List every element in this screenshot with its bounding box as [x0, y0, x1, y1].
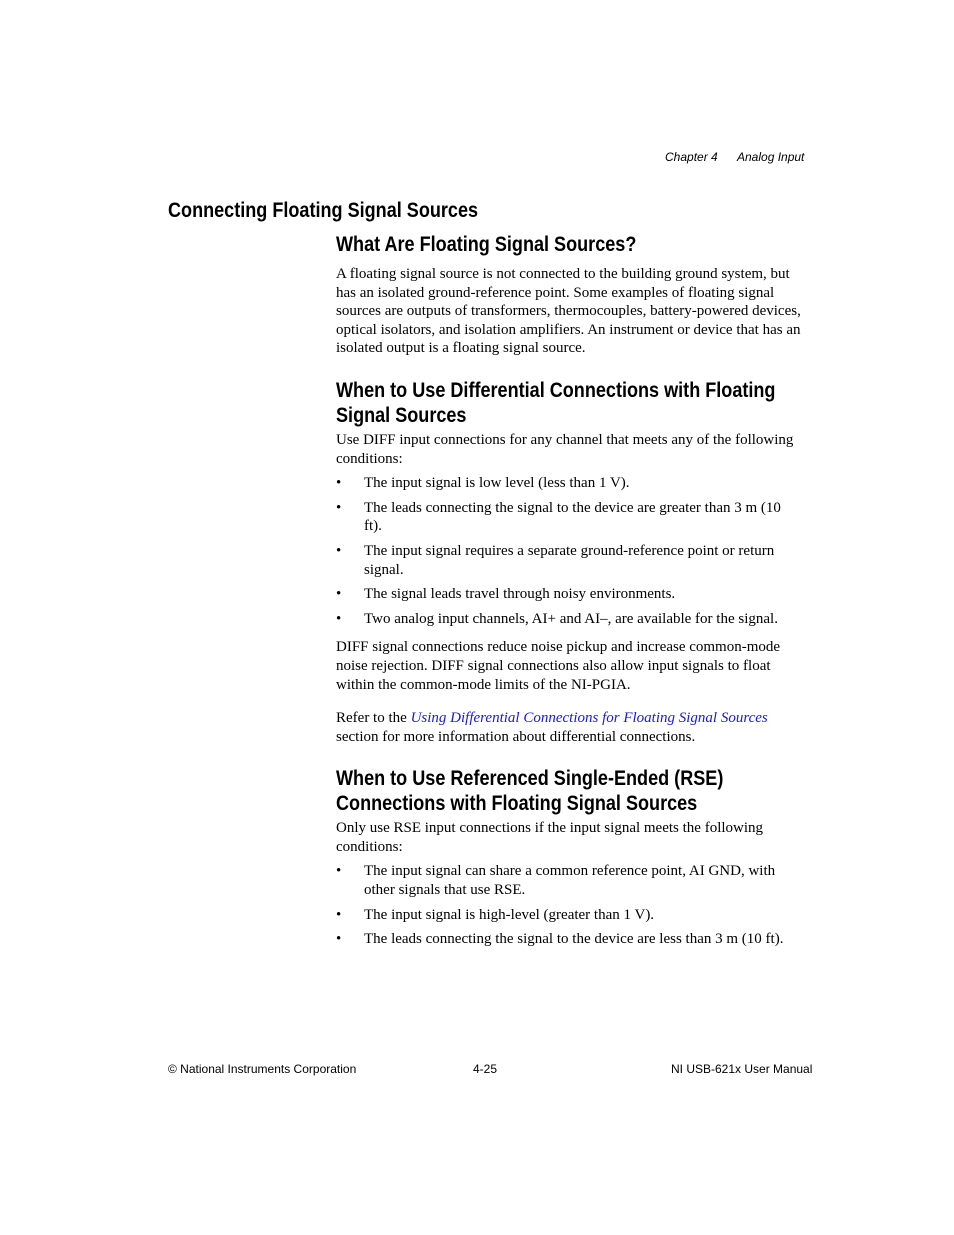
rse-conditions-list [336, 862, 802, 948]
bullet-glyph: • [336, 931, 342, 948]
list-item [336, 906, 802, 925]
list-item-text: The input signal requires a separate ground-reference point or return signal. [364, 542, 775, 578]
paragraph-diff-intro: Use DIFF input connections for any channel that meets any of the following conditions: [336, 431, 794, 467]
heading-rse-connections: When to Use Referenced Single-Ended (RSE) Connections with Floating Signal Sources [336, 767, 724, 816]
heading-floating-sources: What Are Floating Signal Sources? [336, 233, 637, 256]
list-item [336, 930, 802, 949]
refer-prefix: Refer to the [336, 710, 411, 727]
list-item [336, 585, 802, 604]
content-column [336, 232, 802, 955]
list-item [336, 862, 802, 899]
list-item-text: The input signal is low level (less than 1 V). [364, 475, 630, 492]
running-header-title: Analog Input [737, 150, 805, 164]
list-item-text: The signal leads travel through noisy environments. [364, 586, 676, 603]
list-item-text: The input signal can share a common reference point, AI GND, with other signals that use RSE. [364, 863, 776, 899]
refer-suffix: section for more information about differential connections. [336, 728, 696, 745]
bullet-glyph: • [336, 863, 342, 880]
list-item [336, 542, 802, 579]
diff-connections-link[interactable]: Using Differential Connections for Floating Signal Sources [410, 710, 768, 727]
bullet-glyph: • [336, 906, 342, 923]
bullet-glyph: • [336, 499, 342, 516]
paragraph-floating-definition: A floating signal source is not connected to the building ground system, but has an isolated ground-reference point. Some examples of floating signal sources are outputs of transformers, thermocouples, battery-powered devices, optical isolators, and isolation amplifiers. An instrument or device that has an isolated output is a floating signal source. [336, 266, 801, 357]
list-item [336, 499, 802, 536]
list-item [336, 474, 802, 493]
paragraph-rse-intro: Only use RSE input connections if the input signal meets the following conditions: [336, 820, 764, 855]
footer-page-number: 4-25 [473, 1062, 498, 1076]
list-item-text: The input signal is high-level (greater than 1 V). [364, 906, 655, 923]
bullet-glyph: • [336, 610, 342, 627]
bullet-glyph: • [336, 475, 342, 492]
bullet-glyph: • [336, 542, 342, 559]
diff-conditions-list [336, 474, 802, 628]
list-item [336, 610, 802, 629]
list-item-text: Two analog input channels, AI+ and AI–, are available for the signal. [364, 610, 778, 627]
paragraph-diff-benefits: DIFF signal connections reduce noise pickup and increase common-mode noise rejection. DIFF signal connections also allow input signals to float within the common-mode limits of the NI-PGIA. [336, 639, 781, 693]
paragraph-refer [336, 709, 802, 746]
section-title: Connecting Floating Signal Sources [168, 199, 479, 222]
list-item-text: The leads connecting the signal to the device are greater than 3 m (10 ft). [364, 499, 781, 535]
footer-manual-title: NI USB-621x User Manual [671, 1062, 813, 1076]
footer-copyright: © National Instruments Corporation [168, 1062, 357, 1076]
heading-diff-connections: When to Use Differential Connections with Floating Signal Sources [336, 378, 776, 427]
list-item-text: The leads connecting the signal to the device are less than 3 m (10 ft). [364, 931, 784, 948]
bullet-glyph: • [336, 586, 342, 603]
running-header-chapter: Chapter 4 [665, 150, 718, 164]
